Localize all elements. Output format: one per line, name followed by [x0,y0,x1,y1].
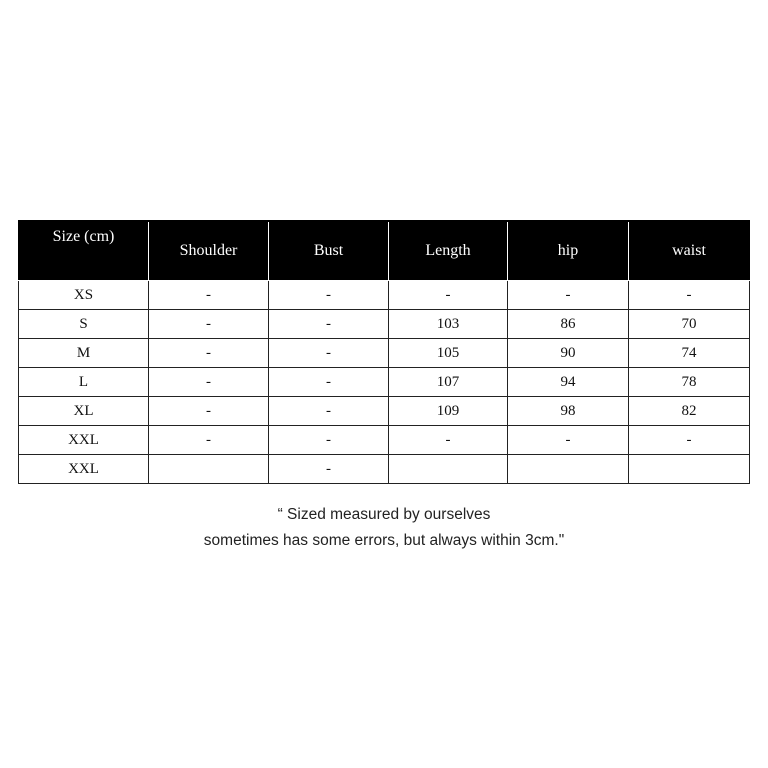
length-cell: - [389,426,508,455]
note-line-1: “ Sized measured by ourselves [277,506,491,523]
waist-cell: 78 [629,368,750,397]
table-body [19,281,750,484]
size-cell: XS [19,281,149,310]
table-row [19,426,750,455]
waist-cell: - [629,426,750,455]
waist-cell: 74 [629,339,750,368]
length-cell: 109 [389,397,508,426]
table-row [19,397,750,426]
table-row [19,455,750,484]
shoulder-cell: - [149,368,269,397]
header-shoulder: Shoulder [149,221,269,281]
length-cell: 105 [389,339,508,368]
table-row [19,281,750,310]
bust-cell: - [269,281,389,310]
size-cell: L [19,368,149,397]
size-cell: XXL [19,426,149,455]
waist-cell: 70 [629,310,750,339]
hip-cell: 86 [508,310,629,339]
bust-cell: - [269,310,389,339]
hip-cell: 98 [508,397,629,426]
size-cell: S [19,310,149,339]
note-line-2: sometimes has some errors, but always within 3cm." [203,532,565,549]
shoulder-cell [149,455,269,484]
shoulder-cell: - [149,339,269,368]
bust-cell: - [269,368,389,397]
table-header [19,221,750,281]
table-row [19,368,750,397]
hip-cell: 94 [508,368,629,397]
bust-cell: - [269,455,389,484]
table-row [19,310,750,339]
bust-cell: - [269,339,389,368]
length-cell: - [389,281,508,310]
length-cell: 103 [389,310,508,339]
size-cell: M [19,339,149,368]
shoulder-cell: - [149,397,269,426]
waist-cell [629,455,750,484]
shoulder-cell: - [149,310,269,339]
shoulder-cell: - [149,281,269,310]
header-waist: waist [629,221,750,281]
length-cell [389,455,508,484]
header-size: Size (cm) [19,221,149,281]
hip-cell: - [508,426,629,455]
hip-cell: - [508,281,629,310]
header-length: Length [389,221,508,281]
shoulder-cell: - [149,426,269,455]
waist-cell: - [629,281,750,310]
header-bust: Bust [269,221,389,281]
size-cell: XXL [19,455,149,484]
size-cell: XL [19,397,149,426]
header-hip: hip [508,221,629,281]
measurement-note [0,502,768,554]
bust-cell: - [269,426,389,455]
hip-cell: 90 [508,339,629,368]
table-row [19,339,750,368]
size-chart-table [18,220,750,484]
waist-cell: 82 [629,397,750,426]
hip-cell [508,455,629,484]
bust-cell: - [269,397,389,426]
length-cell: 107 [389,368,508,397]
